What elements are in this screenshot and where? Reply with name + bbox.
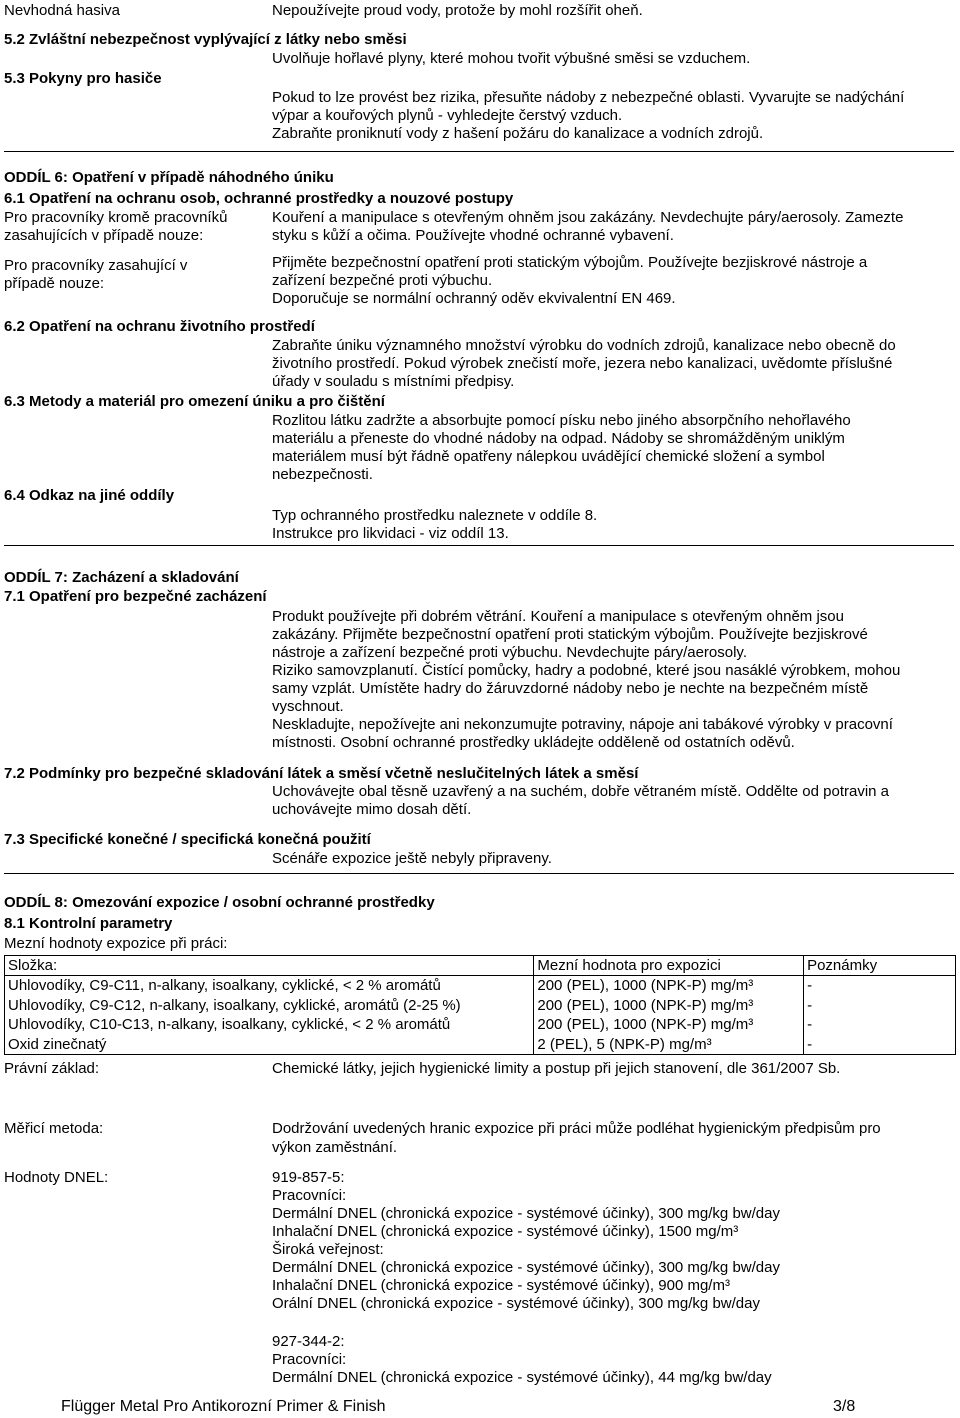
substance-name: Uhlovodíky, C10-C13, n-alkany, isoalkany, cyklické, < 2 % aromátů (8, 1016, 451, 1033)
page-number: 3/8 (833, 1398, 856, 1415)
section-6-title: ODDÍL 6: Opatření v případě náhodného úniku (4, 169, 334, 186)
text-6-2-line: úřady v souladu s místními předpisy. (272, 373, 515, 390)
text-5-3-line: Zabraňte proniknutí vody z hašení požáru do kanalizace a vodních zdrojů. (272, 125, 764, 142)
substance-name: Uhlovodíky, C9-C11, n-alkany, isoalkany, cyklické, < 2 % aromátů (8, 977, 441, 994)
text-7-1-line: místnosti. Osobní ochranné prostředky ukládejte odděleně od ostatních oděvů. (272, 734, 795, 751)
dnel-line: Orální DNEL (chronická expozice - systémové účinky), 300 mg/kg bw/day (272, 1295, 760, 1312)
table-row (5, 976, 956, 1055)
exposure-limits-table (4, 955, 956, 1055)
dnel-line: 919-857-5: (272, 1169, 345, 1186)
text-7-1-line: samy vzplát. Umístěte hadry do žáruvzdorné nádoby nebo je nechte na bezpečném místě (272, 680, 869, 697)
text-5-3-line: Pokud to lze provést bez rizika, přesuňte nádoby z nebezpečné oblasti. Vyvarujte se nadýchání (272, 89, 905, 106)
footer-product-name: Flügger Metal Pro Antikorozní Primer & Finish (61, 1398, 386, 1415)
text-6-4-line: Typ ochranného prostředku naleznete v oddíle 8. (272, 507, 598, 524)
section-divider (4, 873, 954, 874)
dnel-line: Inhalační DNEL (chronická expozice - systémové účinky), 1500 mg/m³ (272, 1223, 739, 1240)
limit-value: 200 (PEL), 1000 (NPK-P) mg/m³ (537, 1016, 754, 1033)
limit-cell (534, 976, 804, 1055)
limits-caption: Mezní hodnoty expozice při práci: (4, 935, 228, 952)
note-value: - (807, 1016, 813, 1033)
emergency-text-line: Doporučuje se normální ochranný oděv ekvivalentní EN 469. (272, 290, 676, 307)
text-6-2-line: Zabraňte úniku významného množství výrobku do vodních zdrojů, kanalizace nebo obecně do (272, 337, 896, 354)
unsuitable-agents-text: Nepoužívejte proud vody, protože by mohl rozšířit oheň. (272, 2, 643, 19)
text-5-3-line: výpar a kouřových plynů - vyhledejte čerstvý vzduch. (272, 107, 623, 124)
table-header-row (5, 956, 956, 976)
note-value: - (807, 996, 813, 1014)
dnel-line: 927-344-2: (272, 1333, 345, 1350)
heading-5-2: 5.2 Zvláštní nebezpečnost vyplývající z látky nebo směsi (4, 31, 407, 48)
section-divider (4, 545, 954, 546)
note-value: - (807, 977, 813, 994)
measurement-method-line: Dodržování uvedených hranic expozice při práci může podléhat hygienickým předpisům pro (272, 1120, 881, 1137)
text-7-2-line: Uchovávejte obal těsně uzavřený a na suchém, dobře větraném místě. Oddělte od potravin a (272, 783, 890, 800)
measurement-method-line: výkon zaměstnání. (272, 1139, 398, 1156)
text-7-1-line: zakázány. Přijměte bezpečnostní opatření proti statickým výbojům. Používejte bezjiskrové (272, 626, 868, 643)
emergency-label-line: případě nouze: (4, 275, 105, 292)
text-7-2-line: uchovávejte mimo dosah dětí. (272, 801, 472, 818)
nonemergency-label-line: zasahujících v případě nouze: (4, 227, 204, 244)
column-header-limit: Mezní hodnota pro expozici (534, 956, 804, 976)
limit-value: 200 (PEL), 1000 (NPK-P) mg/m³ (537, 977, 754, 994)
text-6-2-line: životního prostředí. Pokud výrobek znečistí moře, jezera nebo kanalizaci, uvědomte příslušné (272, 355, 893, 372)
heading-8-1: 8.1 Kontrolní parametry (4, 915, 173, 932)
measurement-method-label: Měřicí metoda: (4, 1120, 104, 1137)
substance-name: Uhlovodíky, C9-C12, n-alkany, isoalkany, cyklické, aromátů (2-25 %) (8, 996, 461, 1014)
unsuitable-agents-label: Nevhodná hasiva (4, 2, 120, 19)
section-7-title: ODDÍL 7: Zacházení a skladování (4, 569, 239, 586)
dnel-line: Inhalační DNEL (chronická expozice - systémové účinky), 900 mg/m³ (272, 1277, 730, 1294)
text-7-3: Scénáře expozice ještě nebyly připraveny. (272, 850, 552, 867)
heading-6-3: 6.3 Metody a materiál pro omezení úniku a pro čištění (4, 393, 385, 410)
dnel-line: Dermální DNEL (chronická expozice - systémové účinky), 300 mg/kg bw/day (272, 1259, 780, 1276)
heading-6-2: 6.2 Opatření na ochranu životního prostředí (4, 318, 315, 335)
emergency-label-line: Pro pracovníky zasahující v (4, 257, 188, 274)
legal-basis-label: Právní základ: (4, 1060, 100, 1077)
text-7-1-line: Riziko samovzplanutí. Čistící pomůcky, hadry a podobné, které jsou nasáklé výrobkem, mohou (272, 662, 901, 679)
text-6-3-line: Rozlitou látku zadržte a absorbujte pomocí písku nebo jiného absorpčního nehořlavého (272, 412, 851, 429)
note-value: - (807, 1035, 813, 1053)
nonemergency-text-line: Kouření a manipulace s otevřeným ohněm jsou zakázány. Nevdechujte páry/aerosoly. Zamezte (272, 209, 904, 226)
section-8-title: ODDÍL 8: Omezování expozice / osobní ochranné prostředky (4, 894, 435, 911)
dnel-line: Široká veřejnost: (272, 1241, 384, 1258)
text-7-1-line: Neskladujte, nepožívejte ani nekonzumujte potraviny, nápoje ani tabákové výrobky v pracovní (272, 716, 893, 733)
text-7-1-line: nástroje a zařízení bezpečné proti výbuchu. Nevdechujte páry/aerosoly. (272, 644, 747, 661)
heading-6-4: 6.4 Odkaz na jiné oddíly (4, 487, 175, 504)
text-7-1-line: Produkt používejte při dobrém větrání. Kouření a manipulace s otevřeným ohněm jsou (272, 608, 844, 625)
heading-7-2: 7.2 Podmínky pro bezpečné skladování látek a směsí včetně neslučitelných látek a směsí (4, 765, 639, 782)
limit-value: 200 (PEL), 1000 (NPK-P) mg/m³ (537, 996, 754, 1014)
dnel-line: Pracovníci: (272, 1187, 347, 1204)
text-6-3-line: nebezpečnosti. (272, 466, 373, 483)
column-header-substance: Složka: (5, 956, 534, 976)
substance-name: Oxid zinečnatý (8, 1035, 107, 1053)
legal-basis-text: Chemické látky, jejich hygienické limity a postup při jejich stanovení, dle 361/2007 Sb. (272, 1060, 841, 1077)
heading-5-3: 5.3 Pokyny pro hasiče (4, 70, 162, 87)
heading-6-1: 6.1 Opatření na ochranu osob, ochranné prostředky a nouzové postupy (4, 190, 514, 207)
text-6-3-line: materiálem musí být řádně opatřeny nálepkou uvádějící chemické složení a symbol (272, 448, 825, 465)
text-6-4-line: Instrukce pro likvidaci - viz oddíl 13. (272, 525, 509, 542)
heading-7-3: 7.3 Specifické konečné / specifická konečná použití (4, 831, 371, 848)
substance-cell (5, 976, 534, 1055)
heading-7-1: 7.1 Opatření pro bezpečné zacházení (4, 588, 267, 605)
column-header-notes: Poznámky (804, 956, 956, 976)
emergency-text-line: zařízení bezpečné proti výbuchu. (272, 272, 493, 289)
nonemergency-label-line: Pro pracovníky kromě pracovníků (4, 209, 228, 226)
emergency-text-line: Přijměte bezpečnostní opatření proti statickým výbojům. Používejte bezjiskrové nástroje a (272, 254, 868, 271)
text-6-3-line: materiálu a přeneste do vhodné nádoby na odpad. Nádoby se shromážděným uniklým (272, 430, 845, 447)
text-5-2: Uvolňuje hořlavé plyny, které mohou tvořit výbušné směsi se vzduchem. (272, 50, 751, 67)
notes-cell (804, 976, 956, 1055)
dnel-line: Pracovníci: (272, 1351, 347, 1368)
dnel-line: Dermální DNEL (chronická expozice - systémové účinky), 44 mg/kg bw/day (272, 1369, 772, 1386)
nonemergency-text-line: styku s kůží a očima. Používejte vhodné ochranné vybavení. (272, 227, 674, 244)
section-divider (4, 151, 954, 152)
dnel-label: Hodnoty DNEL: (4, 1169, 109, 1186)
dnel-line: Dermální DNEL (chronická expozice - systémové účinky), 300 mg/kg bw/day (272, 1205, 780, 1222)
limit-value: 2 (PEL), 5 (NPK-P) mg/m³ (537, 1035, 712, 1053)
text-7-1-line: vyschnout. (272, 698, 344, 715)
